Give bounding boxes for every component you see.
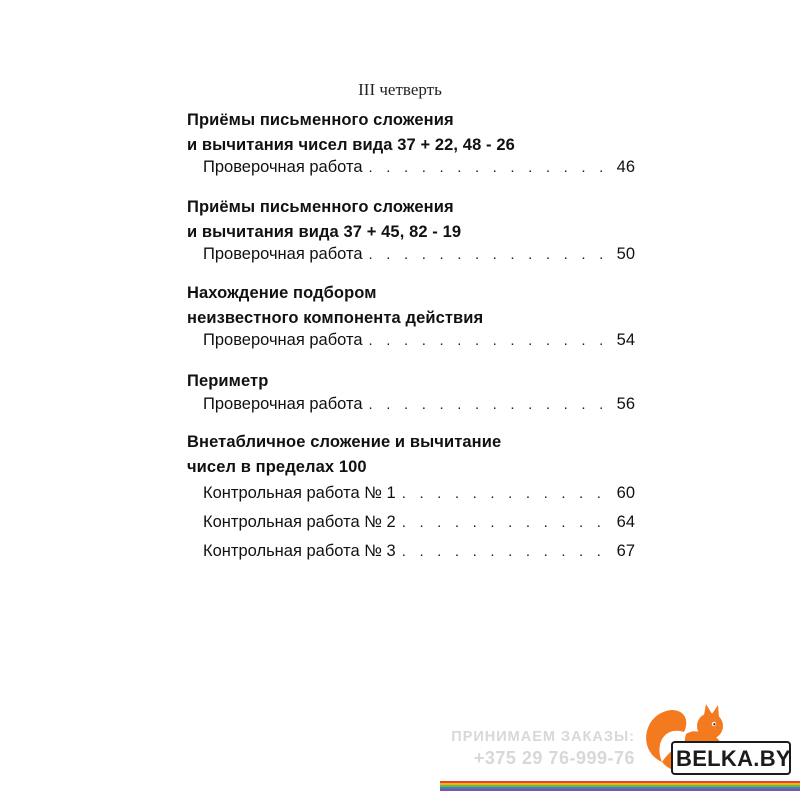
entry-label: Проверочная работа: [203, 245, 363, 263]
page-number: 50: [616, 245, 635, 263]
heading-line: Приёмы письменного сложения: [187, 111, 454, 129]
heading-line: и вычитания вида 37 + 45, 82 - 19: [187, 223, 462, 241]
promo-phone: +375 29 76-999-76: [473, 748, 635, 768]
toc-entry[interactable]: [203, 245, 635, 269]
page-number: 67: [616, 542, 635, 560]
dot-leader: [402, 514, 611, 531]
heading-line: и вычитания чисел вида 37 + 22, 48 - 26: [187, 136, 515, 154]
toc-entry[interactable]: [203, 484, 635, 508]
toc-entry[interactable]: [203, 395, 635, 419]
toc-entry[interactable]: [203, 513, 635, 537]
brand-name: BELKA.BY: [676, 746, 791, 771]
heading-line: чисел в пределах 100: [187, 458, 367, 476]
heading-line: неизвестного компонента действия: [187, 309, 484, 327]
page-number: 54: [616, 331, 635, 349]
dot-leader: [369, 246, 611, 263]
page-number: 46: [616, 158, 635, 176]
toc-entry[interactable]: [203, 158, 635, 182]
promo-caption: ПРИНИМАЕМ ЗАКАЗЫ:: [451, 729, 635, 745]
heading-line: Приёмы письменного сложения: [187, 198, 454, 216]
section-heading: [187, 281, 483, 331]
entry-label: Контрольная работа № 2: [203, 513, 396, 531]
quarter-title: III четверть: [358, 80, 442, 99]
entry-label: Проверочная работа: [203, 395, 363, 413]
section-heading: [187, 195, 461, 245]
heading-line: Нахождение подбором: [187, 284, 377, 302]
dot-leader: [402, 485, 611, 502]
section-heading: [187, 369, 268, 394]
section-heading: [187, 430, 501, 480]
page-number: 56: [616, 395, 635, 413]
dot-leader: [369, 396, 611, 413]
dot-leader: [402, 543, 611, 560]
page-number: 64: [616, 513, 635, 531]
entry-label: Контрольная работа № 1: [203, 484, 396, 502]
entry-label: Проверочная работа: [203, 158, 363, 176]
heading-line: Периметр: [187, 372, 269, 390]
section-heading: [187, 108, 515, 158]
color-stripes: [440, 781, 800, 791]
heading-line: Внетабличное сложение и вычитание: [187, 433, 502, 451]
dot-leader: [369, 332, 611, 349]
entry-label: Проверочная работа: [203, 331, 363, 349]
page-number: 60: [616, 484, 635, 502]
toc-entry[interactable]: [203, 542, 635, 566]
dot-leader: [369, 159, 611, 176]
entry-label: Контрольная работа № 3: [203, 542, 396, 560]
toc-entry[interactable]: [203, 331, 635, 355]
